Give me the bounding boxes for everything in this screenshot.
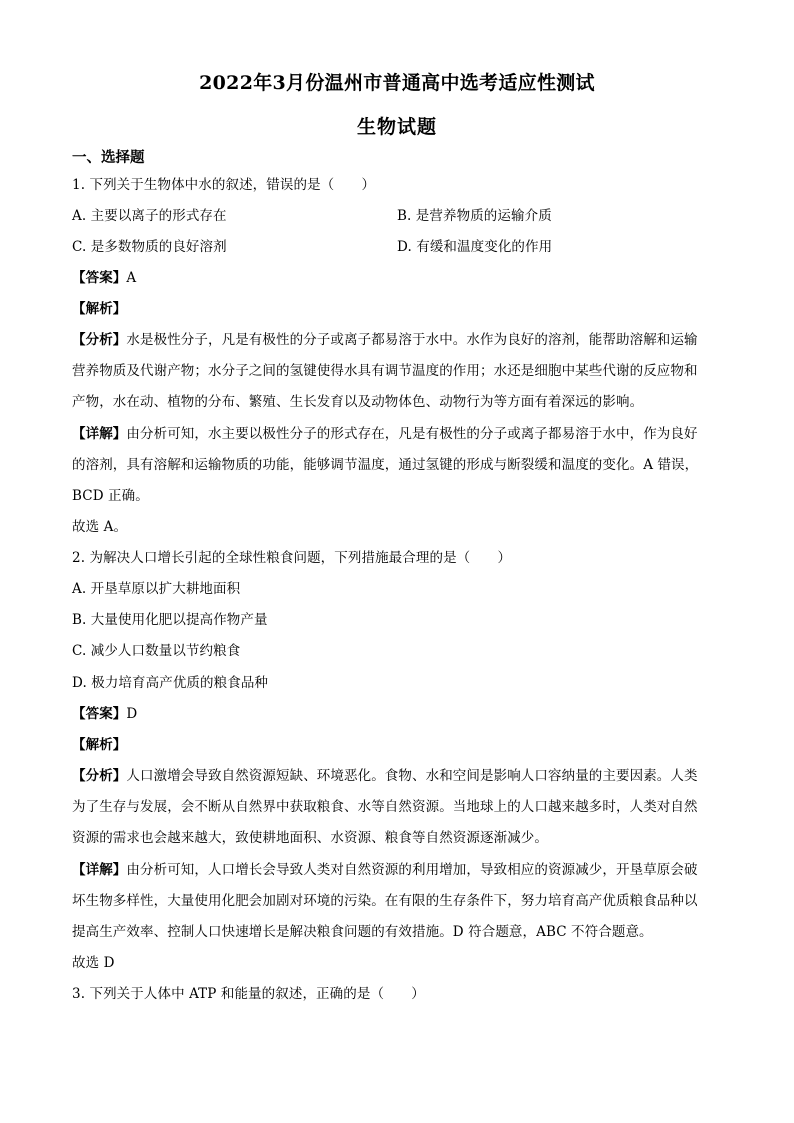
q1-xiangjie-line-1	[72, 424, 722, 444]
q2-option-b: B. 大量使用化肥以提高作物产量	[72, 612, 268, 628]
q1-analysis-tag	[72, 299, 722, 319]
q2-option-c: C. 减少人口数量以节约粮食	[72, 643, 241, 659]
q1-option-d: D. 有缓和温度变化的作用	[397, 239, 553, 255]
fenxi-tag: 【分析】	[72, 768, 127, 784]
answer-tag: 【答案】	[72, 706, 127, 722]
q2-stem: 2. 为解决人口增长引起的全球性粮食问题，下列措施最合理的是（ ）	[72, 550, 512, 566]
q2-answer	[72, 704, 722, 724]
q2-option-a: A. 开垦草原以扩大耕地面积	[72, 581, 241, 597]
xiangjie-text: 由分析可知，人口增长会导致人类对自然资源的利用增加，导致相应的资源减少，开垦草原会破	[126, 862, 698, 878]
q2-xiangjie-line-1	[72, 860, 722, 880]
section-heading: 一、选择题	[72, 149, 145, 166]
analysis-tag: 【解析】	[72, 301, 127, 317]
xiangjie-text: 由分析可知，水主要以极性分子的形式存在，凡是有极性的分子或离子都易溶于水中，作为良好	[126, 426, 698, 442]
q1-fenxi-line-2: 营养物质及代谢产物；水分子之间的氢键使得水具有调节温度的作用；水还是细胞中某些代谢的反应物和	[72, 363, 698, 379]
fenxi-text: 人口激增会导致自然资源短缺、环境恶化。食物、水和空间是影响人口容纳量的主要因素。人类	[126, 768, 698, 784]
q1-fenxi-line-1	[72, 330, 722, 350]
q2-fenxi-line-2: 为了生存与发展，会不断从自然界中获取粮食、水等自然资源。当地球上的人口越来越多时，人类对自然	[72, 799, 698, 815]
q2-xiangjie-line-3: 提高生产效率、控制人口快速增长是解决粮食问题的有效措施。D 符合题意，ABC 不符合题意。	[72, 924, 653, 940]
xiangjie-tag: 【详解】	[72, 426, 127, 442]
q2-fenxi-line-3: 资源的需求也会越来越大，致使耕地面积、水资源、粮食等自然资源逐渐减少。	[72, 830, 548, 846]
q1-fenxi-line-3: 产物，水在动、植物的分布、繁殖、生长发育以及动物体色、动物行为等方面有着深远的影响。	[72, 394, 644, 410]
answer-value: D	[126, 706, 138, 722]
q2-analysis-tag	[72, 735, 722, 755]
q1-conclusion: 故选 A。	[72, 519, 128, 535]
fenxi-text: 水是极性分子，凡是有极性的分子或离子都易溶于水中。水作为良好的溶剂，能帮助溶解和运输	[126, 332, 698, 348]
page-title: 2022年3月份温州市普通高中选考适应性测试	[199, 72, 595, 94]
answer-tag: 【答案】	[72, 270, 127, 286]
q1-xiangjie-line-3: BCD 正确。	[72, 488, 149, 504]
q2-conclusion: 故选 D	[72, 955, 115, 971]
fenxi-tag: 【分析】	[72, 332, 127, 348]
q1-xiangjie-line-2: 的溶剂，具有溶解和运输物质的功能，能够调节温度，通过氢键的形成与断裂缓和温度的变化。A 错误，	[72, 457, 699, 473]
page-subtitle: 生物试题	[356, 116, 437, 138]
answer-value: A	[126, 270, 137, 286]
q1-option-a: A. 主要以离子的形式存在	[72, 208, 227, 224]
q1-stem: 1. 下列关于生物体中水的叙述，错误的是（ ）	[72, 177, 376, 193]
q2-fenxi-line-1	[72, 766, 722, 786]
q3-stem: 3. 下列关于人体中 ATP 和能量的叙述，正确的是（ ）	[72, 986, 425, 1002]
q2-xiangjie-line-2: 坏生物多样性，大量使用化肥会加剧对环境的污染。在有限的生存条件下，努力培育高产优质粮食品种以	[72, 893, 698, 909]
analysis-tag: 【解析】	[72, 737, 127, 753]
q1-answer	[72, 268, 722, 288]
xiangjie-tag: 【详解】	[72, 862, 127, 878]
q2-option-d: D. 极力培育高产优质的粮食品种	[72, 675, 269, 691]
q1-option-b: B. 是营养物质的运输介质	[397, 208, 552, 224]
q1-option-c: C. 是多数物质的良好溶剂	[72, 239, 227, 255]
